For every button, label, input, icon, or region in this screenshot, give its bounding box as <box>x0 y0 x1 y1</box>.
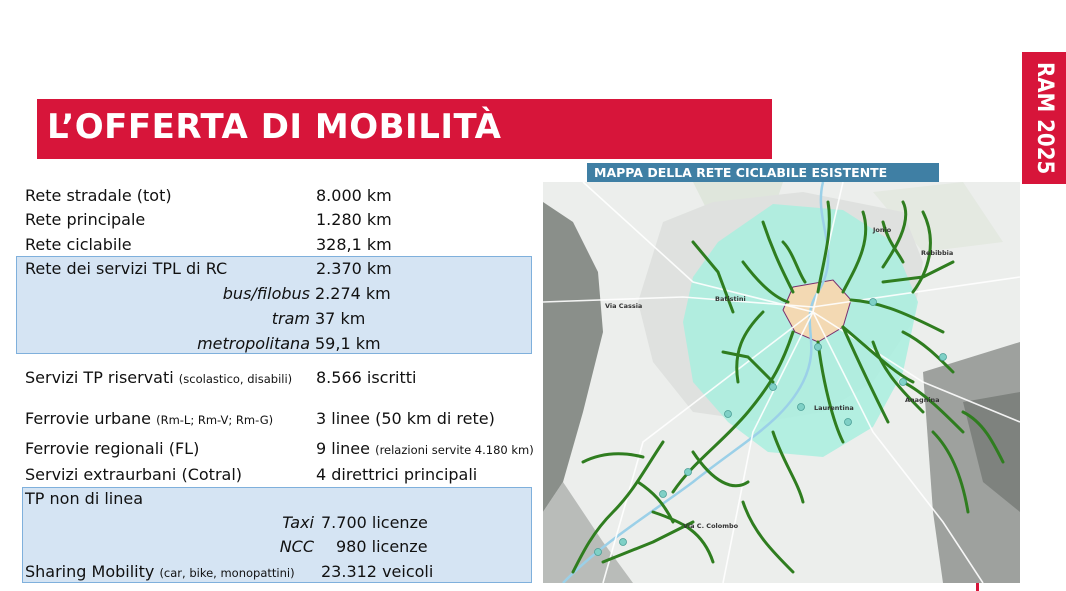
row-label: metropolitana <box>197 334 310 353</box>
row-value: 980 licenze <box>336 537 428 556</box>
map-caption: MAPPA DELLA RETE CICLABILE ESISTENTE <box>587 163 939 183</box>
row-note: (Rm-L; Rm-V; Rm-G) <box>156 413 274 427</box>
map-place-label: Rebibbia <box>921 249 954 257</box>
row-label: Rete stradale (tot) <box>25 186 172 205</box>
title-banner <box>37 99 772 159</box>
page-title: L’OFFERTA DI MOBILITÀ <box>47 107 502 147</box>
map-place-label: Via C. Colombo <box>683 522 739 530</box>
row-value: 23.312 veicoli <box>321 562 434 581</box>
row-value: 2.274 km <box>315 284 391 303</box>
row-value: 3 linee (50 km di rete) <box>316 409 495 428</box>
row-value: 59,1 km <box>315 334 381 353</box>
map-place-label: Laurentina <box>814 404 854 412</box>
row-value: 328,1 km <box>316 235 392 254</box>
row-label: Rete ciclabile <box>25 235 132 254</box>
row-label: bus/filobus <box>222 284 310 303</box>
row-label: Servizi TP riservati <box>25 368 174 387</box>
row-note: (scolastico, disabili) <box>178 372 293 386</box>
row-label: Ferrovie urbane <box>25 409 151 428</box>
row-value: 9 linee <box>316 439 370 458</box>
map-place-label: Jonio <box>873 226 892 234</box>
row-value-group <box>316 439 534 460</box>
row-label: TP non di linea <box>25 489 144 508</box>
row-label: Rete principale <box>25 210 146 229</box>
row-value: 1.280 km <box>316 210 392 229</box>
map-place-label: Batistini <box>715 295 746 303</box>
row-value: 2.370 km <box>316 259 392 278</box>
bike-network-map <box>543 182 1020 583</box>
map-graphic <box>543 182 1020 583</box>
row-value-note: (relazioni servite 4.180 km) <box>375 443 534 457</box>
row-value: 8.566 iscritti <box>316 368 417 387</box>
row-value: 4 direttrici principali <box>316 465 478 484</box>
row-value: 7.700 licenze <box>321 513 428 532</box>
map-place-label: Via Cassia <box>605 302 643 310</box>
row-label: Ferrovie regionali (FL) <box>25 439 200 458</box>
row-label: NCC <box>279 537 314 556</box>
row-value: 37 km <box>315 309 366 328</box>
row-note: (car, bike, monopattini) <box>159 566 295 580</box>
brand-label: RAM 2025 <box>1032 62 1057 175</box>
row-label: Servizi extraurbani (Cotral) <box>25 465 243 484</box>
row-label: Taxi <box>282 513 314 532</box>
row-label: Sharing Mobility <box>25 562 155 581</box>
row-label-group <box>25 368 292 389</box>
row-label: Rete dei servizi TPL di RC <box>25 259 228 278</box>
row-label: tram <box>271 309 310 328</box>
slide-marker <box>976 583 979 591</box>
row-label-group <box>25 562 295 583</box>
map-place-label: Anagnina <box>905 396 940 404</box>
row-value: 8.000 km <box>316 186 392 205</box>
row-label-group <box>25 409 273 430</box>
brand-tab <box>1022 52 1066 184</box>
